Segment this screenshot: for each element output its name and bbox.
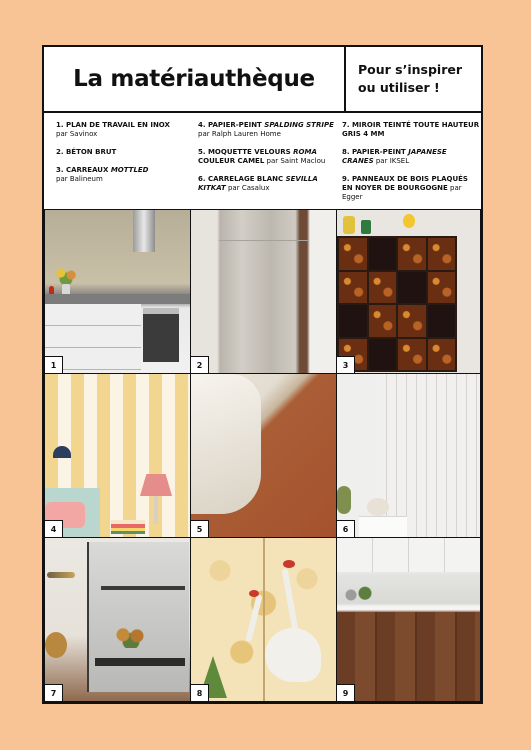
materiautheque-sheet [42, 45, 483, 704]
legend-item-title: 9. PANNEAUX DE BOIS PLAQUÉS EN NOYER DE BOURGOGNE [342, 175, 468, 192]
photo-walnut-panels [336, 537, 481, 702]
photo-concrete [190, 209, 337, 374]
legend-item-title: 6. CARRELAGE BLANC [198, 175, 286, 183]
photo-mottled-tiles [336, 209, 481, 374]
photo-tinted-mirror [44, 537, 191, 702]
legend-column-2 [198, 121, 336, 202]
photo-crane-wallpaper [190, 537, 337, 702]
photo-grid [44, 209, 481, 702]
legend-item-title: 4. PAPIER-PEINT [198, 121, 265, 129]
photo-kitchen-inox [44, 209, 191, 374]
legend-item-title: 5. MOQUETTE VELOURS [198, 148, 294, 156]
lamp-base [154, 496, 158, 524]
wall-lamp [53, 446, 71, 458]
oven [143, 308, 179, 362]
photo-number: 7 [45, 684, 63, 701]
legend-item-6 [198, 175, 336, 193]
walnut-panels [337, 612, 481, 702]
table-lamp [140, 474, 172, 496]
inox-countertop [45, 294, 191, 304]
legend-item-1 [56, 121, 194, 139]
crane-head [283, 560, 295, 568]
header [44, 47, 481, 113]
subtitle-line-1: Pour s’inspirer [358, 62, 463, 77]
legend-item-italic: JAPANESE CRANES [342, 148, 447, 165]
tinted-mirror [87, 542, 189, 692]
subtitle-line-2: ou utiliser ! [358, 80, 440, 95]
legend-item-title-2: COULEUR CAMEL [198, 157, 265, 165]
decor-object [361, 220, 371, 234]
crane-neck [281, 568, 298, 632]
legend-item-brand: par Saint Maclou [264, 157, 326, 165]
legend-item-2 [56, 148, 194, 157]
legend-item-title: 1. PLAN DE TRAVAIL EN INOX [56, 121, 170, 129]
photo-number: 6 [337, 520, 355, 537]
photo-number: 4 [45, 520, 63, 537]
upper-cabinets [337, 538, 481, 572]
plant [45, 632, 67, 658]
legend-item-title: 3. CARREAUX [56, 166, 111, 174]
decor-object [343, 216, 355, 234]
photo-number: 5 [191, 520, 209, 537]
legend-item-brand: par Balineum [56, 175, 103, 183]
legend-item-9 [342, 175, 480, 202]
countertop-items [343, 586, 383, 604]
plant [337, 486, 351, 514]
pendant-light [47, 572, 75, 578]
legend-item-italic: SPALDING STRIPE [264, 121, 334, 129]
concrete-seam [219, 240, 309, 241]
legend-item-italic: SEVILLA KITKAT [198, 175, 318, 192]
legend-item-title: 7. MIROIR TEINTÉ TOUTE HAUTEUR GRIS 4 MM [342, 121, 480, 138]
legend-item-8 [342, 148, 480, 166]
reflected-light [101, 586, 185, 590]
photo-white-tiles [336, 373, 481, 538]
photo-number: 8 [191, 684, 209, 701]
legend-item-brand: par Ralph Lauren Home [198, 130, 281, 138]
photo-number: 2 [191, 356, 209, 373]
legend-item-brand: par IKSEL [373, 157, 410, 165]
tortoise-tile-block [337, 236, 457, 372]
books [111, 520, 145, 534]
legend-item-title: 2. BÉTON BRUT [56, 148, 117, 156]
legend-item-italic: ROMA [293, 148, 317, 156]
legend-item-4 [198, 121, 336, 139]
legend-column-3 [342, 121, 480, 211]
legend-item-italic: MOTTLED [110, 166, 149, 174]
door-split [263, 538, 265, 702]
dried-flowers [111, 626, 151, 648]
photo-striped-wallpaper [44, 373, 191, 538]
photo-number: 1 [45, 356, 63, 373]
legend-item-3 [56, 166, 194, 184]
title-cell [44, 47, 346, 111]
flowers [53, 265, 79, 285]
crane-body [265, 628, 321, 682]
photo-number: 3 [337, 356, 355, 373]
photo-number: 9 [337, 684, 355, 701]
range-hood [133, 210, 155, 252]
dining-table [95, 658, 185, 666]
sculpture [367, 498, 389, 516]
legend-column-1 [56, 121, 194, 193]
legend-item-brand: par Casalux [225, 184, 270, 192]
crane-neck [245, 594, 262, 642]
materials-legend [44, 113, 481, 211]
legend-item-7 [342, 121, 480, 139]
crane-head [249, 590, 259, 597]
page-title: La matériauthèque [73, 66, 315, 92]
shelf [359, 516, 407, 538]
subtitle-cell [346, 47, 481, 111]
legend-item-brand: par Savinox [56, 130, 98, 138]
decor-object [403, 214, 415, 228]
legend-item-5 [198, 148, 336, 166]
legend-item-brand: par Egger [342, 184, 462, 201]
bed-linen [191, 374, 261, 514]
photo-velvet-carpet [190, 373, 337, 538]
legend-item-title: 8. PAPIER-PEINT [342, 148, 409, 156]
